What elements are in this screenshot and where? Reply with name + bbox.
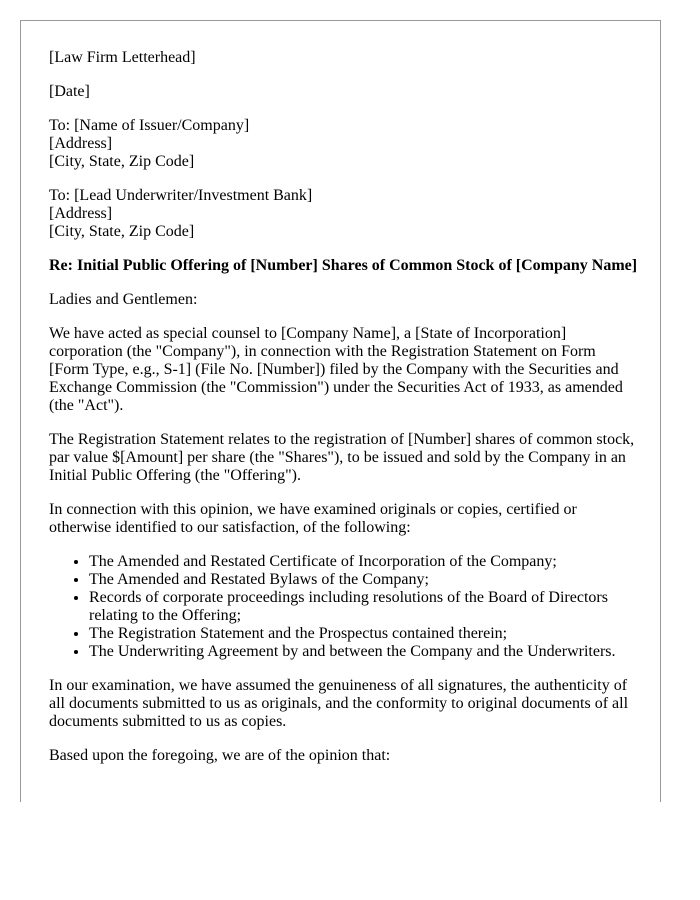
underwriter-address-line: [Address]	[49, 205, 113, 222]
paragraph-assumptions: In our examination, we have assumed the genuineness of all signatures, the authenticity of all documents submitted to us as originals, and the conformity to original documents of all documents submitted to us as copies.	[49, 677, 629, 730]
letter-date: [Date]	[49, 83, 90, 100]
list-item: • The Amended and Restated Bylaws of the Company;	[89, 571, 639, 589]
list-item: • The Amended and Restated Certificate of Incorporation of the Company;	[89, 553, 639, 571]
letterhead: [Law Firm Letterhead]	[49, 49, 196, 66]
list-item: • Records of corporate proceedings including resolutions of the Board of Directors relating to the Offering;	[89, 589, 639, 625]
issuer-city-line: [City, State, Zip Code]	[49, 153, 195, 170]
paragraph-examination-intro: In connection with this opinion, we have examined originals or copies, certified or otherwise identified to our satisfaction, of the following:	[49, 501, 577, 536]
paragraph-opinion-intro: Based upon the foregoing, we are of the opinion that:	[49, 747, 391, 764]
underwriter-name-line: To: [Lead Underwriter/Investment Bank]	[49, 187, 313, 204]
list-item: • The Underwriting Agreement by and between the Company and the Underwriters.	[89, 643, 639, 661]
documents-list	[49, 553, 639, 661]
letter-body	[49, 49, 639, 781]
paragraph-registration: The Registration Statement relates to the registration of [Number] shares of common stock, par value $[Amount] per share (the "Shares"), to be issued and sold by the Company in an Initial Public Offering (the "Offering").	[49, 431, 635, 484]
letter-page	[20, 20, 661, 802]
list-item: • The Registration Statement and the Prospectus contained therein;	[89, 625, 639, 643]
subject-line: Re: Initial Public Offering of [Number] Shares of Common Stock of [Company Name]	[49, 257, 638, 274]
underwriter-city-line: [City, State, Zip Code]	[49, 223, 195, 240]
salutation: Ladies and Gentlemen:	[49, 291, 198, 308]
issuer-address-line: [Address]	[49, 135, 113, 152]
paragraph-counsel: We have acted as special counsel to [Company Name], a [State of Incorporation] corporation (the "Company"), in connection with the Registration Statement on Form [Form Type, e.g., S-1] (File No. [Number]) filed by the Company with the Securities and Exchange Commission (the "Commission") under the Securities Act of 1933, as amended (the "Act").	[49, 325, 623, 414]
issuer-name-line: To: [Name of Issuer/Company]	[49, 117, 250, 134]
underwriter-address-block	[49, 187, 639, 241]
issuer-address-block	[49, 117, 639, 171]
